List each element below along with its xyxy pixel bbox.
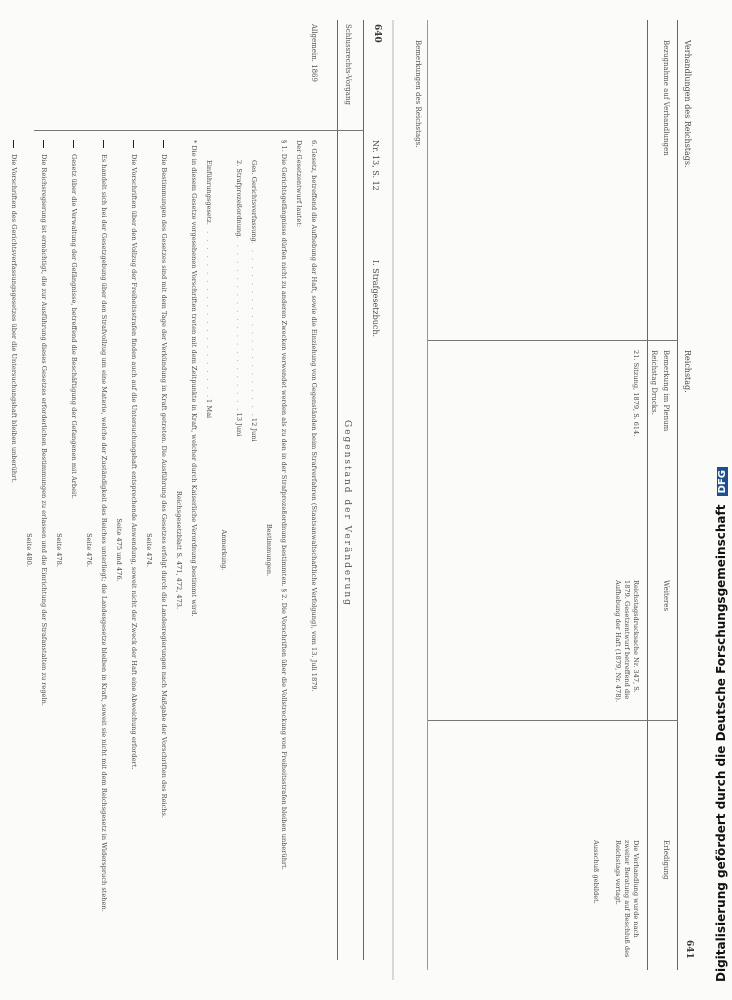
section-heading: Anmerkung. [220,529,228,571]
col-header-3: Weiteres [662,580,670,612]
running-head-right-page-right: Reichstag. [683,350,692,393]
running-head-left: Nr. 13, S. 12 [371,140,380,191]
page-number: 640 [372,24,382,43]
column-header-rule [337,20,338,960]
right-header-rule [677,20,678,970]
entry-text: Es handelt sich bei der Gesetzgebung über den Strafvollzug um eine Materie, welche der Zuständigkeit des Reiches unterliegt; die Landesgesetze bleiben in Kraft, soweit sie nicht mit dem Reichsgesetz in Widerspruch stehen. [100,154,108,912]
entry-text: Die Vorschriften des Gerichtsverfassungsgesetzes über die Untersuchungshaft bleiben unberührt. [10,154,18,483]
paragraph: § 1. Die Gerichtsgefängnisse dürfen nicht zu anderen Zwecken verwendet werden als zu den in der Strafprozeßordnung bestimmten. § 2. Die Vorschriften über die Vollstreckung von Freiheitsstrafen bleiben unberührt. [280,140,288,870]
entry-text: Die Reichsregierung ist ermächtigt, die zur Ausführung dieses Gesetzes erforderlichen Bestimmungen zu erlassen und die Einrichtung der Strafanstalten zu regeln. [40,154,48,706]
row-value: 1 Mai [205,399,213,419]
list-item [39,140,48,960]
left-page-body [3,140,318,960]
right-col-divider-2 [428,720,678,721]
leader-dots: . . . . . . . . . . . . . . . . . . . . . . [205,222,213,400]
column-divider [34,130,364,131]
paragraph: Der Gesetzentwurf lautet: [295,140,303,228]
section-heading: Seite 476. [85,533,93,567]
entry-dash [73,140,74,148]
section-heading: Seite 474. [145,533,153,567]
section-heading: Reichsgesetzblatt S. 471, 472, 473. [175,490,183,610]
right-entry-0: 21. Sitzung, 1879, S. 614. [632,350,640,437]
section-heading: Seite 478. [55,533,63,567]
col-header-0: Bezugnahme auf Verhandlungen [662,40,670,156]
paragraph: * Die in diesem Gesetze vorgesehenen Vorschriften treten mit dem Zeitpunkte in Kraft, welcher durch Kaiserliche Verordnung bestimmt wird. [190,140,198,617]
leader-dots: . . . . . . . . . . . . . . . . . . . . . . [235,236,243,413]
entry-dash [103,140,104,148]
list-item [159,140,168,960]
left-page [10,20,388,980]
entry-dash [13,140,14,148]
entry-dash [163,140,164,148]
entry-text: Die Vorschriften über den Vollzug der Freiheitsstrafen finden auch auf die Untersuchungshaft entsprechende Anwendung, soweit nicht der Zweck der Haft eine Abweichung erfordert. [130,154,138,770]
left-page-rotated-content [10,20,388,980]
col-header-4: Erledigung [662,840,670,880]
book-spine [392,20,394,980]
entry-dash [133,140,134,148]
right-entry-3: Ausschuß gebildet. [592,840,600,904]
list-item [69,140,78,960]
list-item [129,140,138,960]
table-row [234,160,243,960]
dfg-watermark [712,0,732,1000]
row-value: 13 Juni [235,412,243,437]
dfg-watermark-text [714,0,728,1000]
col-header-2: Reichstag Drucks. [650,350,658,415]
entry-text: Die Bestimmungen des Gesetzes sind mit dem Tage der Verkündung in Kraft getreten. Die Ausführung des Gesetzes erfolgt durch die Landesregierungen nach Maßgabe der Vorschriften des Reichs. [160,154,168,819]
section-heading: Seite 480. [25,533,33,567]
col-header-1: Bemerkung im Plenum [662,350,670,432]
row-label: 2. Strafprozeßordnung [235,160,243,237]
entry-text: Gesetz über die Verwaltung der Gefängnisse, betreffend die Beschäftigung der Gefangenen mit Arbeit. [70,154,78,499]
page-number-right: 641 [684,940,694,959]
table-row [249,160,258,960]
section-heading: Seite 475 und 476. [115,518,123,582]
section-title: Gegenstand der Veränderung [342,420,352,607]
running-head-right: I. Strafgesetzbuch. [371,260,380,338]
list-item [99,140,108,960]
leader-dots: . . . . . . . . . . . . . . . . . . . . . . [250,241,258,418]
row-label: Einführungsgesetz [205,160,213,223]
watermark-text: Digitalisierung gefördert durch die Deutsche Forschungsgemeinschaft [714,504,728,982]
header-rule [363,20,364,960]
right-page-rotated-content [400,20,700,980]
paragraph: 6. Gesetz, betreffend die Aufhebung der Haft, sowie die Einziehung von Gegenständen beim Strafverfahren (Staatsanwaltschaftliche Verfolgung), vom 13. Juli 1879. [310,140,318,692]
right-entry-2: Die Verhandlung wurde nach zweiter Beratung auf Beschluß des Reichstags vertagt. [614,840,640,958]
margin-entry: Allgemein. 1869 [310,24,318,82]
right-entry-1: Reichstagsdrucksache Nr. 347, S. 1879. Gesetzentwurf betreffend die Aufhebung der Haft (1879, Nr. 478). [614,580,640,703]
dfg-logo: DFG [717,467,728,496]
section-heading: Bestimmungen. [265,523,273,577]
right-page [400,20,700,980]
running-head-right-page-left: Verhandlungen des Reichstags. [683,40,692,168]
row-value: 12 Juni [250,417,258,442]
entry-dash [43,140,44,148]
right-footnote: Bemerkungen des Reichstags. [414,40,422,148]
table-row [204,160,213,960]
right-footer-rule [427,20,428,970]
column-header: Schlussrechts-Vorgang [344,24,352,105]
right-column-header-rule [647,20,648,970]
list-item [9,140,18,960]
right-col-divider-1 [428,340,678,341]
row-label: Ges. Gerichtsverfassung [250,160,258,242]
